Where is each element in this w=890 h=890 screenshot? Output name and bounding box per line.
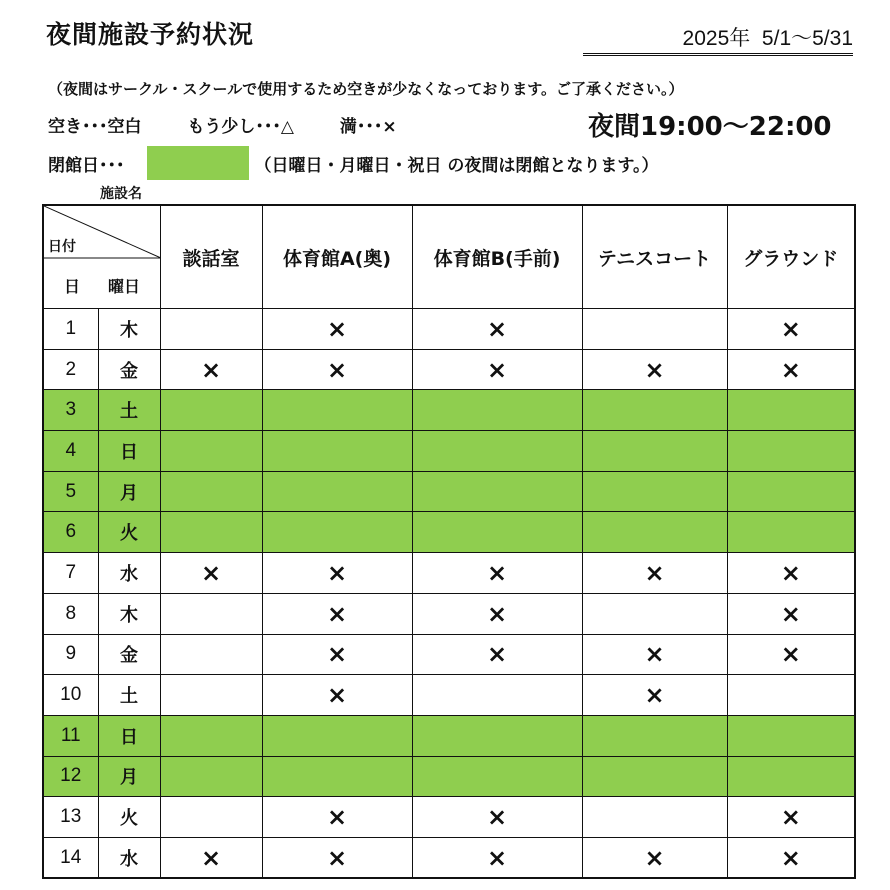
availability-cell: × (262, 837, 412, 878)
legend-full: 満･･･× (339, 117, 397, 137)
weekday-cell: 月 (98, 756, 160, 797)
availability-cell: × (412, 349, 582, 390)
availability-cell (262, 512, 412, 553)
table-row (43, 593, 855, 634)
availability-cell (262, 471, 412, 512)
legend (48, 112, 437, 137)
availability-cell (412, 471, 582, 512)
table-row (43, 390, 855, 431)
column-header: グラウンド (727, 205, 855, 309)
schedule-table (42, 204, 856, 879)
facility-name-label: 施設名 (100, 186, 142, 202)
day-cell: 5 (43, 471, 98, 512)
availability-cell: × (412, 634, 582, 675)
availability-cell (727, 390, 855, 431)
availability-cell (412, 390, 582, 431)
availability-cell: × (727, 593, 855, 634)
weekday-cell: 木 (98, 593, 160, 634)
weekday-cell: 金 (98, 634, 160, 675)
weekday-cell: 土 (98, 675, 160, 716)
availability-cell: × (727, 634, 855, 675)
availability-cell (412, 756, 582, 797)
availability-cell: × (262, 634, 412, 675)
day-cell: 2 (43, 349, 98, 390)
period-range: 2025年 5/1～5/31 (583, 22, 853, 56)
availability-cell: × (582, 837, 727, 878)
availability-cell (727, 431, 855, 472)
availability-cell (262, 715, 412, 756)
weekday-cell: 水 (98, 837, 160, 878)
closed-color-swatch (147, 146, 249, 180)
availability-cell: × (262, 553, 412, 594)
table-row (43, 309, 855, 350)
availability-cell: × (262, 309, 412, 350)
availability-cell (160, 593, 262, 634)
weekday-cell: 月 (98, 471, 160, 512)
schedule-body (43, 309, 855, 879)
day-cell: 11 (43, 715, 98, 756)
availability-cell: × (727, 837, 855, 878)
availability-cell (727, 756, 855, 797)
availability-cell (582, 756, 727, 797)
table-row (43, 349, 855, 390)
availability-cell: × (727, 797, 855, 838)
day-cell: 6 (43, 512, 98, 553)
availability-cell: × (582, 349, 727, 390)
availability-cell (160, 756, 262, 797)
availability-cell (160, 309, 262, 350)
column-header: テニスコート (582, 205, 727, 309)
diagonal-line (44, 206, 160, 308)
availability-cell (412, 675, 582, 716)
availability-cell (412, 512, 582, 553)
night-hours: 夜間19:00～22:00 (588, 112, 832, 142)
day-cell: 14 (43, 837, 98, 878)
availability-cell (582, 797, 727, 838)
legend-few: もう少し･･･△ (187, 117, 294, 137)
availability-cell (412, 715, 582, 756)
day-label: 日 (64, 277, 81, 296)
availability-cell (160, 431, 262, 472)
table-row (43, 675, 855, 716)
day-cell: 9 (43, 634, 98, 675)
weekday-cell: 金 (98, 349, 160, 390)
day-cell: 7 (43, 553, 98, 594)
availability-cell (582, 390, 727, 431)
table-row (43, 837, 855, 878)
availability-cell (160, 675, 262, 716)
closed-note: （日曜日・月曜日・祝日 の夜間は閉館となります。） (254, 155, 659, 176)
availability-cell: × (727, 309, 855, 350)
table-row (43, 797, 855, 838)
weekday-cell: 日 (98, 715, 160, 756)
availability-cell (160, 715, 262, 756)
availability-cell: × (727, 553, 855, 594)
weekday-cell: 火 (98, 797, 160, 838)
availability-cell (727, 471, 855, 512)
availability-cell: × (262, 797, 412, 838)
day-cell: 13 (43, 797, 98, 838)
availability-cell (160, 390, 262, 431)
table-header-row (43, 205, 855, 309)
availability-cell: × (727, 349, 855, 390)
table-row (43, 756, 855, 797)
table-row (43, 715, 855, 756)
weekday-cell: 日 (98, 431, 160, 472)
availability-cell: × (412, 593, 582, 634)
day-cell: 4 (43, 431, 98, 472)
availability-cell (160, 471, 262, 512)
table-row (43, 634, 855, 675)
availability-cell (160, 512, 262, 553)
column-header: 体育館A(奥) (262, 205, 412, 309)
column-header: 体育館B(手前) (412, 205, 582, 309)
availability-cell (582, 309, 727, 350)
availability-cell (582, 512, 727, 553)
availability-cell: × (262, 349, 412, 390)
availability-cell: × (262, 593, 412, 634)
availability-cell: × (582, 675, 727, 716)
usage-note: （夜間はサークル・スクールで使用するため空きが少なくなっております。ご了承ください。） (48, 80, 684, 98)
availability-cell (262, 756, 412, 797)
availability-cell (160, 634, 262, 675)
day-cell: 12 (43, 756, 98, 797)
table-row (43, 431, 855, 472)
day-cell: 10 (43, 675, 98, 716)
closed-label: 閉館日･･･ (48, 155, 125, 176)
day-cell: 1 (43, 309, 98, 350)
availability-cell: × (160, 349, 262, 390)
weekday-cell: 木 (98, 309, 160, 350)
availability-cell (582, 715, 727, 756)
availability-cell (412, 431, 582, 472)
availability-cell: × (582, 553, 727, 594)
table-row (43, 553, 855, 594)
availability-cell: × (412, 837, 582, 878)
day-cell: 3 (43, 390, 98, 431)
table-row (43, 512, 855, 553)
legend-empty: 空き･･･空白 (48, 117, 142, 137)
availability-cell: × (160, 837, 262, 878)
column-header: 談話室 (160, 205, 262, 309)
availability-cell (727, 715, 855, 756)
availability-cell: × (262, 675, 412, 716)
availability-cell (262, 431, 412, 472)
availability-cell: × (582, 634, 727, 675)
availability-cell: × (412, 553, 582, 594)
date-label: 日付 (48, 239, 76, 255)
availability-cell (160, 797, 262, 838)
weekday-cell: 火 (98, 512, 160, 553)
weekday-cell: 土 (98, 390, 160, 431)
closed-legend (48, 146, 659, 180)
availability-cell (582, 593, 727, 634)
availability-cell (582, 431, 727, 472)
availability-cell (727, 675, 855, 716)
availability-cell: × (412, 309, 582, 350)
weekday-cell: 水 (98, 553, 160, 594)
availability-cell (582, 471, 727, 512)
day-cell: 8 (43, 593, 98, 634)
weekday-label: 曜日 (108, 277, 141, 296)
date-header-cell (43, 205, 160, 309)
availability-cell: × (412, 797, 582, 838)
page-title: 夜間施設予約状況 (46, 20, 255, 49)
availability-cell: × (160, 553, 262, 594)
availability-cell (262, 390, 412, 431)
availability-cell (727, 512, 855, 553)
table-row (43, 471, 855, 512)
